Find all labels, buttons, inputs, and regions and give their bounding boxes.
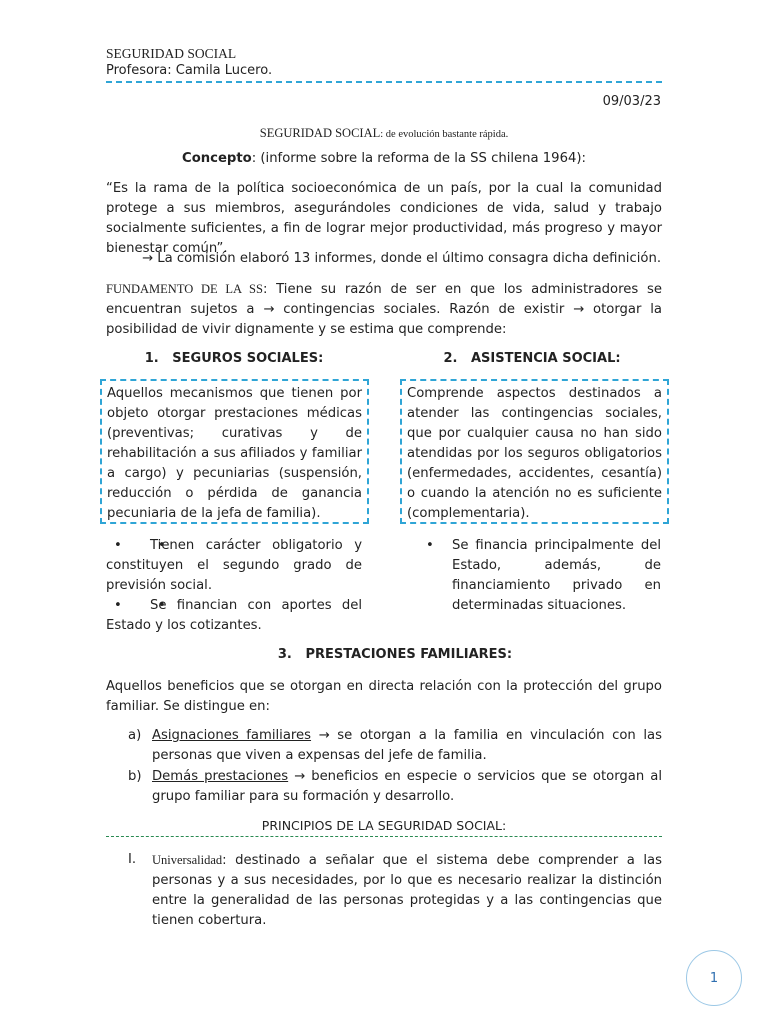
item-term: Demás prestaciones bbox=[152, 769, 289, 784]
concepto-rest: : (informe sobre la reforma de la SS chilena 1964): bbox=[251, 151, 586, 166]
section1-bullet-2: • • Se financian con aportes del Estado y los cotizantes. bbox=[106, 596, 362, 636]
section2-bullet-1: • Se financia principalmente del Estado, además, de financiamiento privado en determinadas situaciones. bbox=[426, 538, 661, 613]
section1-box: Aquellos mecanismos que tienen por objeto otorgar prestaciones médicas (preventivas; curativas y de rehabilitación a sus afiliados y familiar a cargo) y pecuniarias (suspensión, reducción o pérdida de ganancia pecuniaria de la jefa de familia). bbox=[100, 379, 369, 524]
principios-divider bbox=[106, 836, 662, 837]
header-title: SEGURIDAD SOCIAL bbox=[106, 46, 237, 61]
bullet-dot-icon: • • bbox=[114, 598, 122, 613]
subtitle bbox=[106, 123, 662, 143]
section3-item-b bbox=[128, 767, 662, 807]
commission-note: → La comisión elaboró 13 informes, donde el último consagra dicha definición. bbox=[142, 251, 662, 266]
bullet-dot-icon: • • bbox=[114, 538, 122, 553]
section1-bullets bbox=[106, 536, 362, 636]
section2-bullets bbox=[406, 536, 661, 616]
section2-box: Comprende aspectos destinados a atender las contingencias sociales, que por cualquier causa no han sido atendidas por los seguros obligatorios (enfermedades, accidentes, cesantía) o cuando la atención no es suficiente (complementaria). bbox=[400, 379, 669, 524]
definition-quote: “Es la rama de la política socioeconómica de un país, por la cual la comunidad protege a sus miembros, asegurándoles condiciones de vida, salud y trabajo socialmente suficientes, a fin de lograr mejor productividad, más progreso y mayor bienestar común”. bbox=[106, 181, 662, 256]
bullet-dot-icon: • bbox=[426, 538, 434, 553]
item-marker: a) bbox=[128, 728, 142, 743]
date: 09/03/23 bbox=[602, 94, 661, 109]
concepto-label: Concepto bbox=[182, 151, 252, 166]
fundamento-label: FUNDAMENTO DE LA SS bbox=[106, 282, 263, 296]
principio-term: Universalidad bbox=[152, 853, 223, 867]
concepto-line bbox=[106, 149, 662, 169]
header-teacher: Profesora: Camila Lucero. bbox=[106, 63, 273, 78]
item-text: → se otorgan a la familia en vinculación con las personas que viven a expensas del jefe de familia. bbox=[152, 728, 662, 763]
subtitle-main: SEGURIDAD SOCIAL bbox=[259, 126, 381, 140]
subtitle-rest: : de evolución bastante rápida. bbox=[380, 129, 509, 140]
fundamento-paragraph bbox=[106, 279, 662, 340]
item-marker: b) bbox=[128, 769, 142, 784]
section2-heading bbox=[404, 350, 660, 368]
section1-bullet-1: • • Tienen carácter obligatorio y constituyen el segundo grado de previsión social. bbox=[106, 536, 362, 596]
section3-item-a bbox=[128, 726, 662, 766]
section2-number: 2. bbox=[443, 351, 458, 366]
section2-title: ASISTENCIA SOCIAL: bbox=[471, 351, 621, 366]
principio-marker: I. bbox=[128, 852, 137, 867]
section3-title: PRESTACIONES FAMILIARES: bbox=[305, 647, 513, 662]
fundamento-text: : Tiene su razón de ser en que los administradores se encuentran sujetos a → contingencias sociales. Razón de existir → otorgar la posibilidad de vivir dignamente y se estima que comprende: bbox=[106, 282, 662, 337]
principios-heading: PRINCIPIOS DE LA SEGURIDAD SOCIAL: bbox=[261, 818, 507, 833]
page-number: 1 bbox=[709, 970, 719, 986]
section1-title: SEGUROS SOCIALES: bbox=[172, 351, 324, 366]
item-term: Asignaciones familiares bbox=[152, 728, 312, 743]
section3-heading bbox=[106, 646, 684, 664]
header-divider bbox=[106, 81, 662, 83]
section3-number: 3. bbox=[277, 647, 292, 662]
section1-heading bbox=[106, 350, 362, 368]
page-number-badge bbox=[686, 950, 742, 1006]
section3-intro: Aquellos beneficios que se otorgan en directa relación con la protección del grupo familiar. Se distingue en: bbox=[106, 679, 662, 714]
principio-universalidad bbox=[128, 850, 662, 931]
principio-text: : destinado a señalar que el sistema debe comprender a las personas y a sus necesidades, por lo que es necesario realizar la distinción entre la generalidad de las personas protegidas y a las contingencias que tienen cobertura. bbox=[152, 853, 662, 928]
section1-number: 1. bbox=[144, 351, 159, 366]
item-text: → beneficios en especie o servicios que se otorgan al grupo familiar para su formación y desarrollo. bbox=[152, 769, 662, 804]
